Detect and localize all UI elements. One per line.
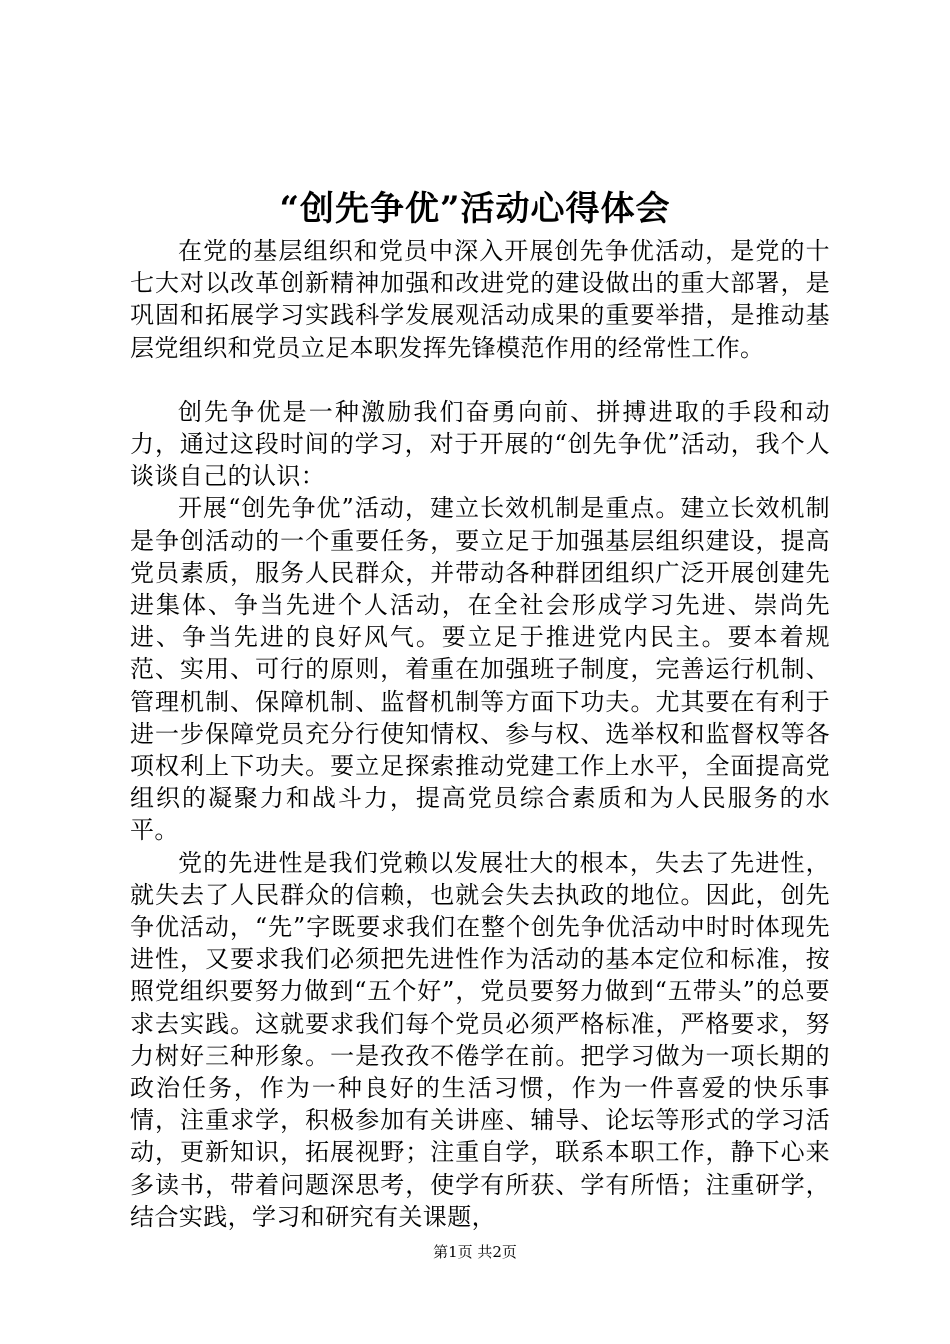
page-footer: 第1页 共2页 — [433, 1243, 517, 1261]
paragraph-intro: 在党的基层组织和党员中深入开展创先争优活动，是党的十七大对以改革创新精神加强和改进党的建设做出的重大部署，是巩固和拓展学习实践科学发展观活动成果的重要举措，是推动基层党组织和党员立足本职发挥先锋模范作用的经常性工作。 — [130, 237, 830, 362]
paragraph-mechanism: 开展“创先争优”活动，建立长效机制是重点。建立长效机制是争创活动的一个重要任务，要立足于加强基层组织建设，提高党员素质，服务人民群众，并带动各种群团组织广泛开展创建先进集体、争当先进个人活动，在全社会形成学习先进、崇尚先进、争当先进的良好风气。要立足于推进党内民主。要本着规范、实用、可行的原则，着重在加强班子制度，完善运行机制、管理机制、保障机制、监督机制等方面下功夫。尤其要在有利于进一步保障党员充分行使知情权、参与权、选举权和监督权等各项权利上下功夫。要立足探索推动党建工作上水平，全面提高党组织的凝聚力和战斗力，提高党员综合素质和为人民服务的水平。 — [130, 494, 830, 845]
document-title: “创先争优”活动心得体会 — [279, 189, 671, 229]
paragraph-advanced-nature: 党的先进性是我们党赖以发展壮大的根本，失去了先进性，就失去了人民群众的信赖，也就会失去执政的地位。因此，创先争优活动，“先”字既要求我们在整个创先争优活动中时时体现先进性，又要求我们必须把先进性作为活动的基本定位和标准，按照党组织要努力做到“五个好”，党员要努力做到“五带头”的总要求去实践。这就要求我们每个党员必须严格标准，严格要求，努力树好三种形象。一是孜孜不倦学在前。把学习做为一项长期的政治任务，作为一种良好的生活习惯，作为一件喜爱的快乐事情，注重求学，积极参加有关讲座、辅导、论坛等形式的学习活动，更新知识，拓展视野；注重自学，联系本职工作，静下心来多读书，带着问题深思考，使学有所获、学有所悟；注重研学，结合实践，学习和研究有关课题， — [130, 848, 830, 1231]
document-body — [130, 235, 830, 1233]
paragraph-motivation: 创先争优是一种激励我们奋勇向前、拼搏进取的手段和动力，通过这段时间的学习，对于开展的“创先争优”活动，我个人谈谈自己的认识： — [130, 397, 830, 491]
